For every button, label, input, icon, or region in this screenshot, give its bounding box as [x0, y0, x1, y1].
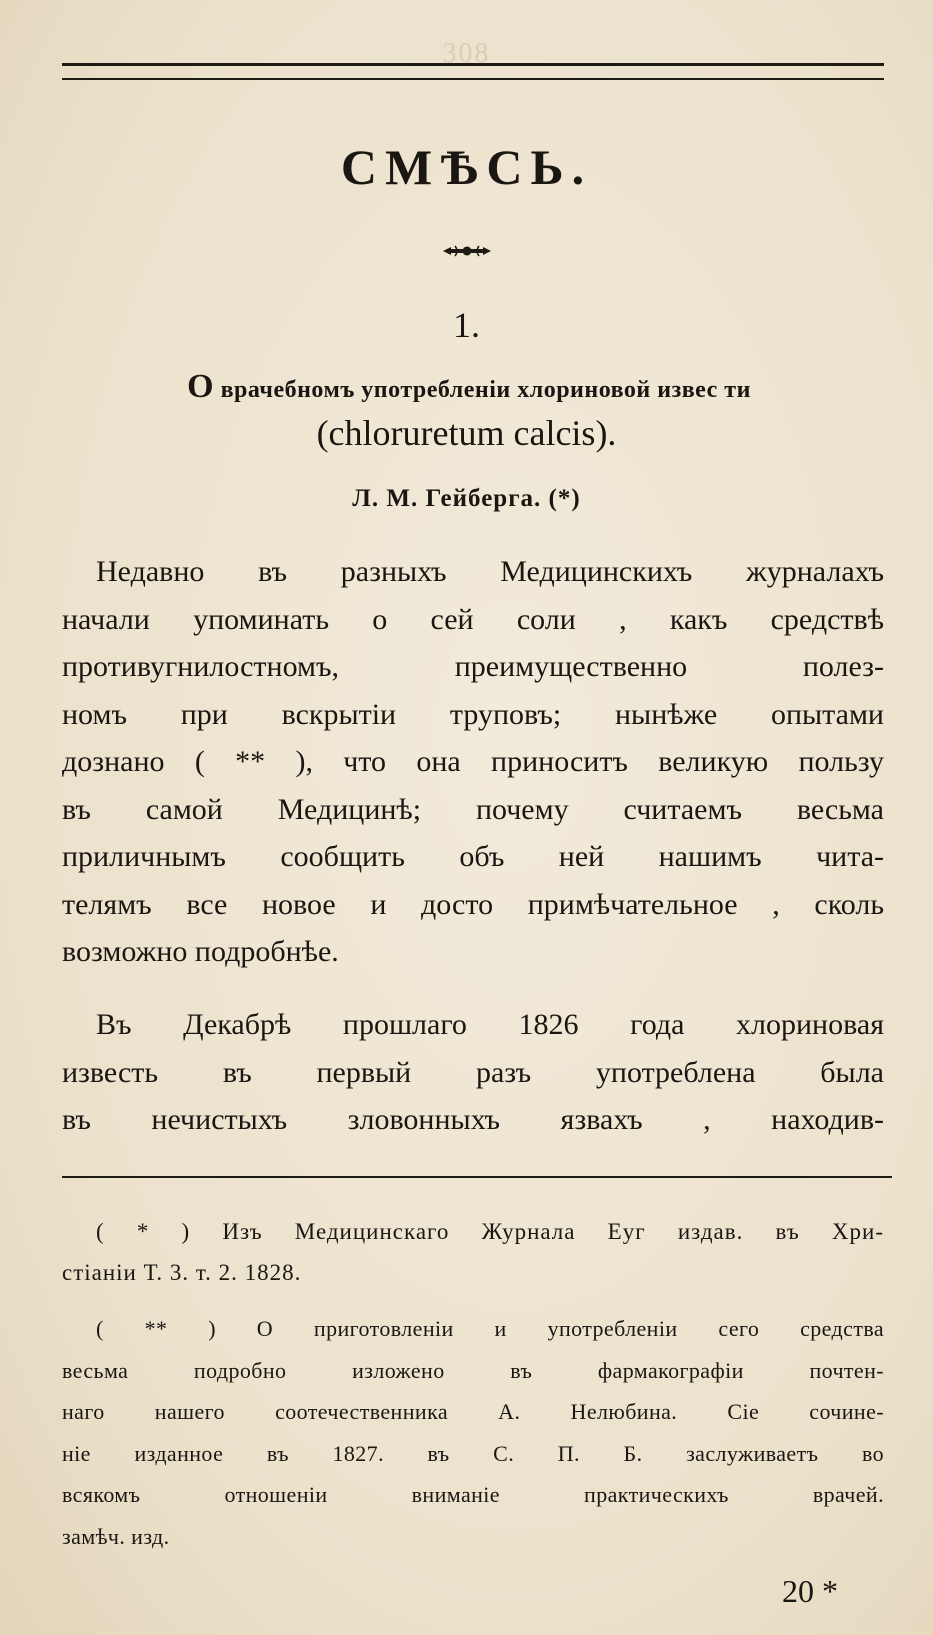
text-line: начали упоминать о сей соли , какъ средствѣ [62, 602, 884, 636]
footnote-line: стіаніи Т. 3. т. 2. 1828. [62, 1260, 302, 1285]
footnote-line: ( ** ) О приготовленіи и употребленіи сего средства [96, 1316, 884, 1341]
article-number: 1. [453, 305, 480, 345]
text-line: противугнилостномъ, преимущественно полез- [62, 650, 884, 683]
footnote-line: замѣч. изд. [62, 1523, 170, 1549]
signature-mark: 20 * [782, 1573, 838, 1609]
text-line: Недавно въ разныхъ Медицинскихъ журналахъ [96, 555, 884, 588]
text-line: номъ при вскрытіи труповъ; нынѣже опытами [62, 697, 884, 731]
article-subtitle: (chloruretum calcis). [316, 413, 617, 453]
footnote-line: всякомъ отношеніи вниманіе практическихъ врачей. [62, 1482, 884, 1507]
text-line: известь въ первый разъ употреблена была [62, 1055, 884, 1089]
section-title: СМѢСЬ. [340, 139, 593, 195]
text-line: телямъ все новое и досто примѣчательное , сколь [62, 887, 884, 921]
paragraph-1 [62, 548, 884, 976]
text-line: въ самой Медицинѣ; почему считаемъ весьма [62, 792, 884, 826]
article-title [58, 368, 880, 406]
article-title-text: врачебномъ употребленіи хлориновой извес ти [214, 377, 751, 403]
footnote-line: наго нашего соотечественника А. Нелюбина. Сіе сочине- [62, 1399, 884, 1424]
ornament-icon [441, 244, 493, 258]
text-line: приличнымъ сообщить объ ней нашимъ чита- [62, 840, 884, 873]
footnote-line: ніе изданное въ 1827. въ С. П. Б. заслуживаетъ во [62, 1440, 884, 1466]
paragraph-2 [62, 1001, 884, 1144]
author-line: Л. М. Гейберга. (*) [352, 485, 581, 512]
footnote-line: весьма подробно изложено въ фармакографіи почтен- [62, 1357, 884, 1383]
article-title-initial: О [187, 368, 215, 405]
text-line: Въ Декабрѣ прошлаго 1826 года хлориновая [96, 1008, 884, 1041]
header-double-rule [62, 63, 884, 80]
footnote-2 [62, 1308, 884, 1557]
text-line: дознано ( ** ), что она приноситъ великую пользу [62, 745, 884, 778]
footnote-line: ( * ) Изъ Медицинскаго Журнала Еуг издав. въ Хри- [96, 1219, 884, 1244]
footnote-rule [62, 1176, 892, 1178]
text-line: въ нечистыхъ зловонныхъ язвахъ , находив- [62, 1103, 884, 1136]
page-number-top: 308 [442, 38, 491, 69]
text-line: возможно подробнѣе. [62, 935, 339, 968]
footnote-1 [62, 1211, 884, 1293]
